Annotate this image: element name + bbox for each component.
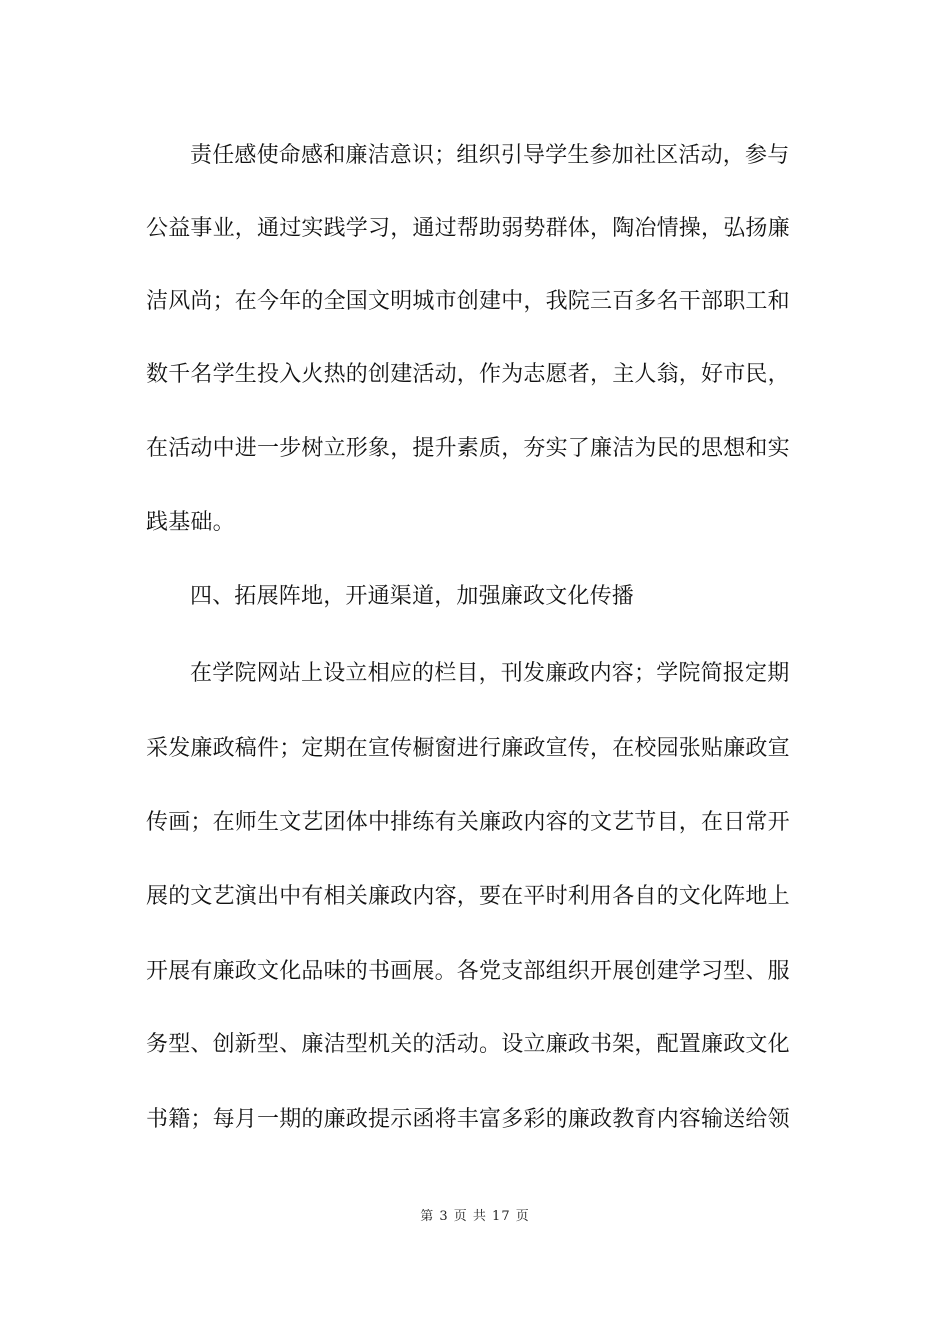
body-text-line: 在活动中进一步树立形象，提升素质，夯实了廉洁为民的思想和实 <box>146 436 790 461</box>
body-text-line: 洁风尚；在今年的全国文明城市创建中，我院三百多名干部职工和 <box>146 289 790 314</box>
body-text-line: 展的文艺演出中有相关廉政内容，要在平时利用各自的文化阵地上 <box>146 884 790 909</box>
body-text-line: 采发廉政稿件；定期在宣传橱窗进行廉政宣传，在校园张贴廉政宣 <box>146 736 790 761</box>
page-number-footer: 第 3 页 共 17 页 <box>420 1209 530 1224</box>
body-text-line: 务型、创新型、廉洁型机关的活动。设立廉政书架，配置廉政文化 <box>146 1032 790 1057</box>
body-text-line: 传画；在师生文艺团体中排练有关廉政内容的文艺节目，在日常开 <box>146 810 790 835</box>
section-heading: 四、拓展阵地，开通渠道，加强廉政文化传播 <box>190 584 635 609</box>
body-text-line: 责任感使命感和廉洁意识；组织引导学生参加社区活动，参与 <box>190 143 790 168</box>
body-text-line: 开展有廉政文化品味的书画展。各党支部组织开展创建学习型、服 <box>146 959 790 984</box>
body-text-line: 践基础。 <box>146 510 235 535</box>
body-text-line: 公益事业，通过实践学习，通过帮助弱势群体，陶冶情操，弘扬廉 <box>146 216 790 241</box>
body-text-line: 在学院网站上设立相应的栏目，刊发廉政内容；学院简报定期 <box>190 661 790 686</box>
body-text-line: 数千名学生投入火热的创建活动，作为志愿者，主人翁，好市民， <box>146 362 790 387</box>
body-text-line: 书籍；每月一期的廉政提示函将丰富多彩的廉政教育内容输送给领 <box>146 1107 790 1132</box>
